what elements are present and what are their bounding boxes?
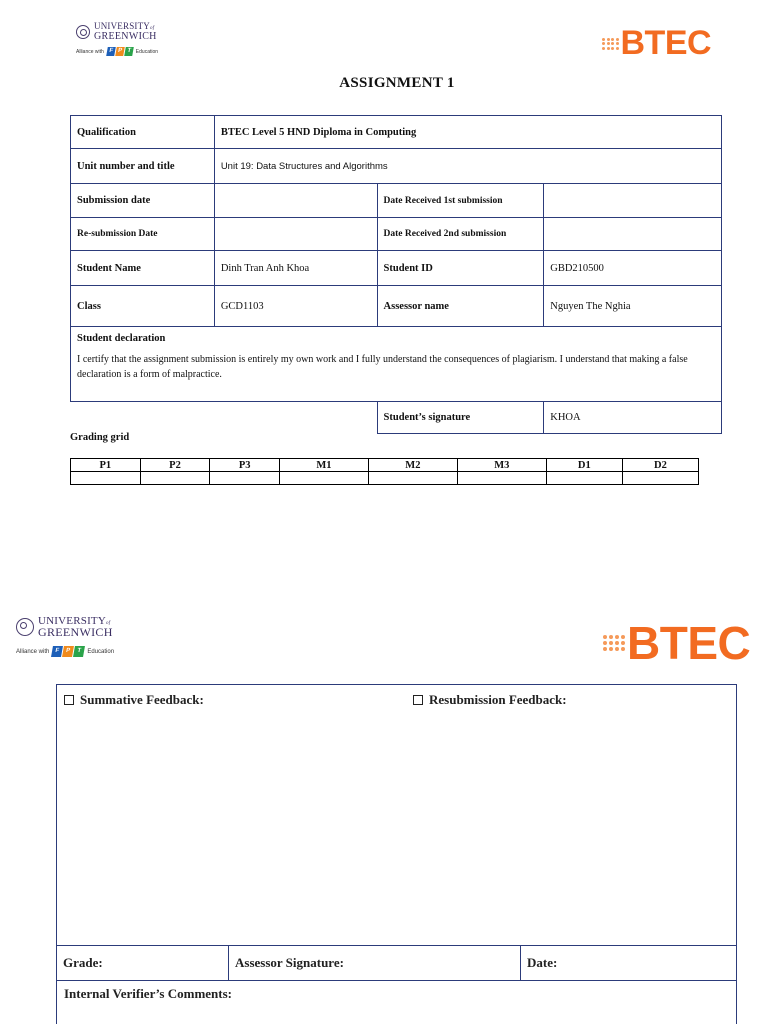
- assessor-value: Nguyen The Nghia: [544, 286, 722, 327]
- grade-cell: [546, 472, 622, 485]
- date-cell: Date:: [520, 945, 737, 981]
- grade-col-p1: P1: [71, 459, 141, 472]
- qualification-label: Qualification: [71, 116, 215, 149]
- student-id-label: Student ID: [377, 251, 544, 286]
- class-row: [71, 286, 722, 327]
- declaration-heading: Student declaration: [77, 333, 166, 344]
- btec-logo-page2: [603, 616, 750, 670]
- resubmission-date-value: [214, 218, 377, 251]
- grade-col-p2: P2: [140, 459, 210, 472]
- uni-name-of: of: [150, 26, 155, 31]
- grade-col-d1: D1: [546, 459, 622, 472]
- date-received-1-value: [544, 184, 722, 218]
- alliance-line: [76, 47, 158, 56]
- fpt-letter: P: [115, 47, 125, 56]
- declaration-text: I certify that the assignment submission is entirely my own work and I fully understand the consequences of plagiarism. I understand that making a false declaration is a form of malpractice.: [77, 354, 688, 380]
- btec-dots-icon: [602, 38, 619, 50]
- grade-cell: [140, 472, 210, 485]
- fpt-letter: P: [62, 646, 74, 657]
- university-logo-page2: [16, 616, 114, 657]
- signature-label: Student’s signature: [377, 402, 544, 434]
- uni-name-line2: GREENWICH: [38, 624, 113, 639]
- student-name-label: Student Name: [71, 251, 215, 286]
- grading-grid-table: [70, 458, 699, 485]
- fpt-letter: T: [73, 646, 85, 657]
- resubmission-feedback: [413, 692, 567, 708]
- resubmission-checkbox-icon[interactable]: [413, 695, 423, 705]
- grade-cell-label: Grade:: [56, 945, 229, 981]
- fpt-letter: T: [124, 47, 134, 56]
- grade-col-m1: M1: [280, 459, 369, 472]
- btec-logo: [602, 24, 711, 63]
- education-text: Education: [135, 48, 159, 55]
- qualification-row: [71, 116, 722, 149]
- grade-cell: [210, 472, 280, 485]
- date-received-1-label: Date Received 1st submission: [377, 184, 544, 218]
- alliance-line: [16, 646, 114, 657]
- submission-date-label: Submission date: [71, 184, 215, 218]
- qualification-value: BTEC Level 5 HND Diploma in Computing: [214, 116, 721, 149]
- university-seal-icon: [16, 618, 34, 636]
- grade-cell: [622, 472, 698, 485]
- unit-row: [71, 149, 722, 184]
- fpt-logo: [107, 47, 133, 56]
- grade-col-m2: M2: [368, 459, 457, 472]
- grade-col-p3: P3: [210, 459, 280, 472]
- uni-name-line1: UNIVERSITY: [94, 21, 150, 31]
- internal-verifier-comments-label: Internal Verifier’s Comments:: [64, 986, 232, 1001]
- resubmission-row: [71, 218, 722, 251]
- alliance-text: Alliance with: [16, 648, 50, 655]
- uni-name-of: of: [106, 621, 111, 626]
- grade-cell: [71, 472, 141, 485]
- fpt-letter: F: [51, 646, 63, 657]
- btec-text: BTEC: [620, 24, 712, 62]
- grading-value-row: [71, 472, 699, 485]
- fpt-logo: [52, 646, 84, 657]
- resubmission-feedback-label: Resubmission Feedback:: [429, 692, 567, 707]
- class-value: GCD1103: [214, 286, 377, 327]
- uni-name-line1: UNIVERSITY: [38, 615, 106, 627]
- fpt-letter: F: [106, 47, 116, 56]
- signature-value: KHOA: [544, 402, 722, 434]
- date-received-2-label: Date Received 2nd submission: [377, 218, 544, 251]
- grading-grid-heading: Grading grid: [70, 432, 130, 443]
- unit-value: Unit 19: Data Structures and Algorithms: [214, 149, 721, 184]
- grade-cell: [457, 472, 546, 485]
- resubmission-date-label: Re-submission Date: [71, 218, 215, 251]
- summative-feedback-label: Summative Feedback:: [80, 692, 204, 707]
- uni-name-line2: GREENWICH: [94, 30, 157, 42]
- unit-label: Unit number and title: [71, 149, 215, 184]
- grade-cell: [280, 472, 369, 485]
- alliance-text: Alliance with: [76, 48, 104, 55]
- grading-header-row: [71, 459, 699, 472]
- submission-row: [71, 184, 722, 218]
- student-id-value: GBD210500: [544, 251, 722, 286]
- assessor-signature-cell: Assessor Signature:: [228, 945, 521, 981]
- date-received-2-value: [544, 218, 722, 251]
- summative-feedback: [64, 692, 204, 708]
- education-text: Education: [87, 648, 115, 655]
- student-name-value: Dinh Tran Anh Khoa: [214, 251, 377, 286]
- btec-text: BTEC: [627, 617, 751, 669]
- signature-row: [71, 402, 722, 434]
- class-label: Class: [71, 286, 215, 327]
- student-row: [71, 251, 722, 286]
- summative-checkbox-icon[interactable]: [64, 695, 74, 705]
- university-logo: [76, 22, 158, 56]
- grade-col-m3: M3: [457, 459, 546, 472]
- grade-cell: [368, 472, 457, 485]
- grade-col-d2: D2: [622, 459, 698, 472]
- btec-dots-icon: [603, 635, 625, 651]
- university-seal-icon: [76, 25, 90, 39]
- declaration-row: [71, 327, 722, 402]
- page-title: ASSIGNMENT 1: [339, 75, 455, 91]
- submission-date-value: [214, 184, 377, 218]
- assignment-info-table: [70, 115, 722, 434]
- assessor-label: Assessor name: [377, 286, 544, 327]
